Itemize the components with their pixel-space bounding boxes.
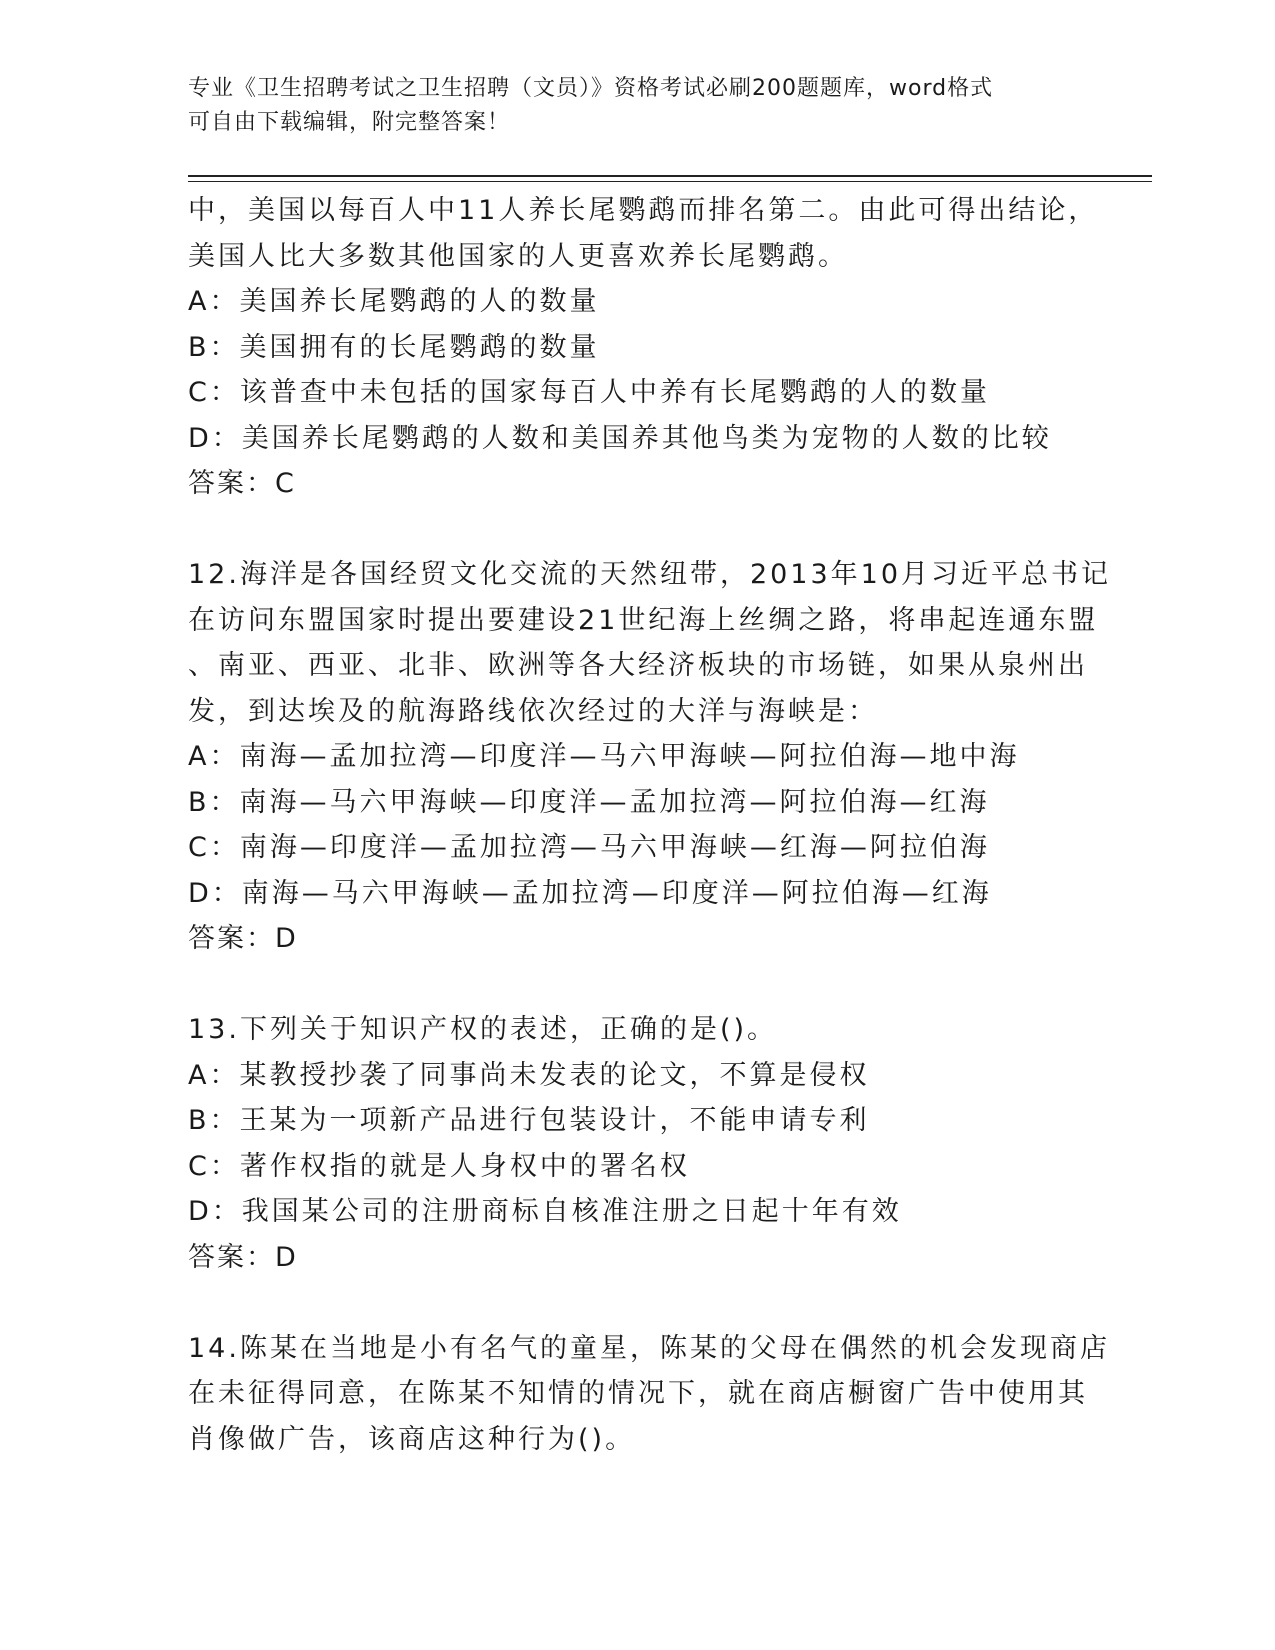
option-d: D：我国某公司的注册商标自核准注册之日起十年有效 xyxy=(188,1196,902,1227)
option-c: C：南海—印度洋—孟加拉湾—马六甲海峡—红海—阿拉伯海 xyxy=(188,832,990,863)
question-stem-line: 肖像做广告，该商店这种行为()。 xyxy=(188,1423,636,1455)
spacer xyxy=(188,962,1088,1008)
header-line-1: 专业《卫生招聘考试之卫生招聘（文员）》资格考试必刷200题题库，word格式 xyxy=(188,76,994,101)
question-stem-line: 发，到达埃及的航海路线依次经过的大洋与海峡是： xyxy=(188,695,878,727)
document-header xyxy=(188,72,1068,140)
question-stem-line: 在未征得同意，在陈某不知情的情况下，就在商店橱窗广告中使用其 xyxy=(188,1378,1088,1409)
question-11 xyxy=(188,188,1099,507)
option-b: B：美国拥有的长尾鹦鹉的数量 xyxy=(188,331,600,363)
option-a: A：某教授抄袭了同事尚未发表的论文，不算是侵权 xyxy=(188,1059,870,1091)
option-a: A：美国养长尾鹦鹉的人的数量 xyxy=(188,286,600,317)
question-12 xyxy=(188,552,1112,962)
spacer xyxy=(188,507,1088,553)
answer: 答案：D xyxy=(188,1241,298,1273)
header-divider-thick xyxy=(188,175,1152,177)
question-stem-line: 14.陈某在当地是小有名气的童星，陈某的父母在偶然的机会发现商店 xyxy=(188,1332,1110,1364)
question-stem-line: 13.下列关于知识产权的表述，正确的是()。 xyxy=(188,1014,778,1045)
option-d: D：南海—马六甲海峡—孟加拉湾—印度洋—阿拉伯海—红海 xyxy=(188,877,992,909)
option-b: B：王某为一项新产品进行包装设计，不能申请专利 xyxy=(188,1105,870,1136)
question-stem-line: 中，美国以每百人中11人养长尾鹦鹉而排名第二。由此可得出结论， xyxy=(188,195,1099,226)
question-stem-line: 、南亚、西亚、北非、欧洲等各大经济板块的市场链，如果从泉州出 xyxy=(188,650,1088,681)
question-stem-line: 美国人比大多数其他国家的人更喜欢养长尾鹦鹉。 xyxy=(188,240,848,272)
header-line-2: 可自由下载编辑，附完整答案！ xyxy=(188,110,511,135)
question-13 xyxy=(188,1007,1088,1280)
question-stem-line: 在访问东盟国家时提出要建设21世纪海上丝绸之路，将串起连通东盟 xyxy=(188,604,1099,636)
answer: 答案：D xyxy=(188,923,298,954)
option-b: B：南海—马六甲海峡—印度洋—孟加拉湾—阿拉伯海—红海 xyxy=(188,786,990,818)
header-divider-thin xyxy=(188,181,1152,182)
option-d: D：美国养长尾鹦鹉的人数和美国养其他鸟类为宠物的人数的比较 xyxy=(188,422,1052,454)
spacer xyxy=(188,1280,1088,1326)
question-stem-line: 12.海洋是各国经贸文化交流的天然纽带，2013年10月习近平总书记 xyxy=(188,559,1112,590)
option-c: C：该普查中未包括的国家每百人中养有长尾鹦鹉的人的数量 xyxy=(188,377,990,408)
option-a: A：南海—孟加拉湾—印度洋—马六甲海峡—阿拉伯海—地中海 xyxy=(188,741,1020,772)
question-14 xyxy=(188,1326,1110,1463)
answer: 答案：C xyxy=(188,468,296,499)
document-body xyxy=(188,188,1112,1462)
option-c: C：著作权指的就是人身权中的署名权 xyxy=(188,1150,690,1182)
